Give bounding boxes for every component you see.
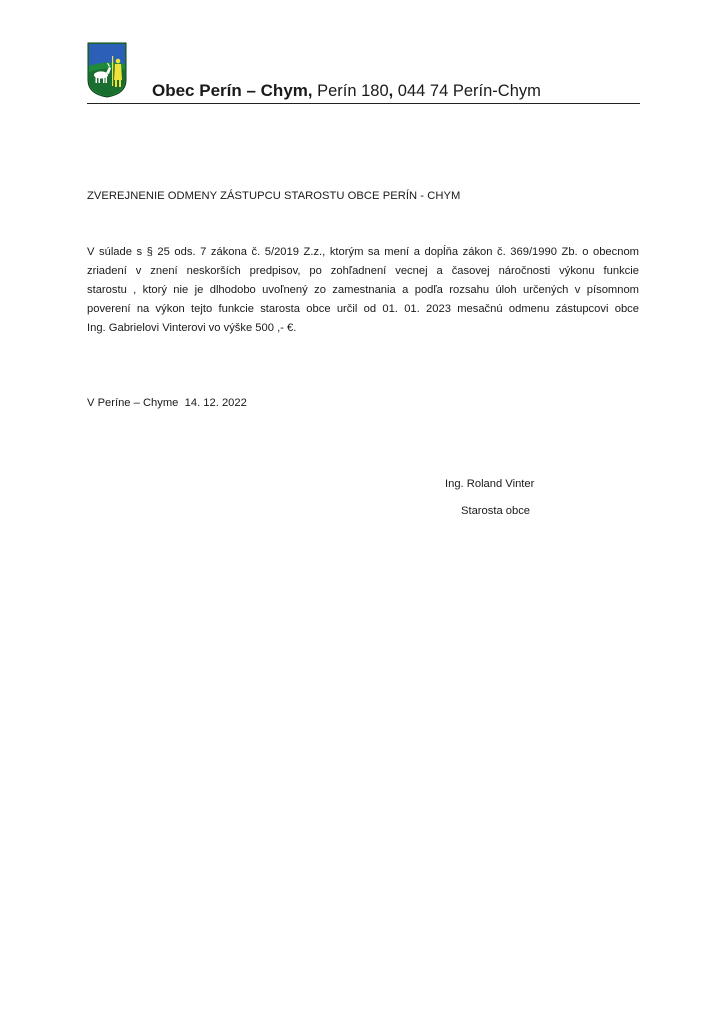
municipality-name: Obec Perín – Chym (152, 81, 308, 100)
document-title: ZVEREJNENIE ODMENY ZÁSTUPCU STAROSTU OBCE PERÍN - CHYM (87, 190, 461, 202)
body-line: zriadení v znení neskorších predpisov, po zohľadnení vecnej a časovej náročnosti výkonu funkcie (87, 265, 639, 277)
body-line: starostu , ktorý nie je dlhodobo uvoľnený zo zamestnania a podľa rozsahu úloh určených v písomnom (87, 284, 639, 296)
header-divider (87, 103, 640, 104)
header-separator-2: , (388, 82, 394, 100)
address-postal: 044 74 Perín-Chym (393, 82, 541, 100)
header-separator: , (307, 82, 313, 100)
signature-title: Starosta obce (461, 505, 531, 517)
signature-name: Ing. Roland Vinter (445, 478, 535, 490)
body-line: Ing. Gabrielovi Vinterovi vo výške 500 ,- €. (87, 322, 297, 334)
body-line: poverení na výkon tejto funkcie starosta obce určil od 01. 01. 2023 mesačnú odmenu zástupcovi obce (87, 303, 639, 315)
address-street: Perín 180 (312, 82, 389, 100)
municipality-header (152, 81, 642, 101)
document-body (87, 243, 639, 338)
body-line: V súlade s § 25 ods. 7 zákona č. 5/2019 Z.z., ktorým sa mení a dopĺňa zákon č. 369/1990 Zb. o obecnom (87, 246, 639, 258)
coat-of-arms-icon (87, 42, 127, 98)
place-and-date: V Períne – Chyme 14. 12. 2022 (87, 397, 247, 409)
